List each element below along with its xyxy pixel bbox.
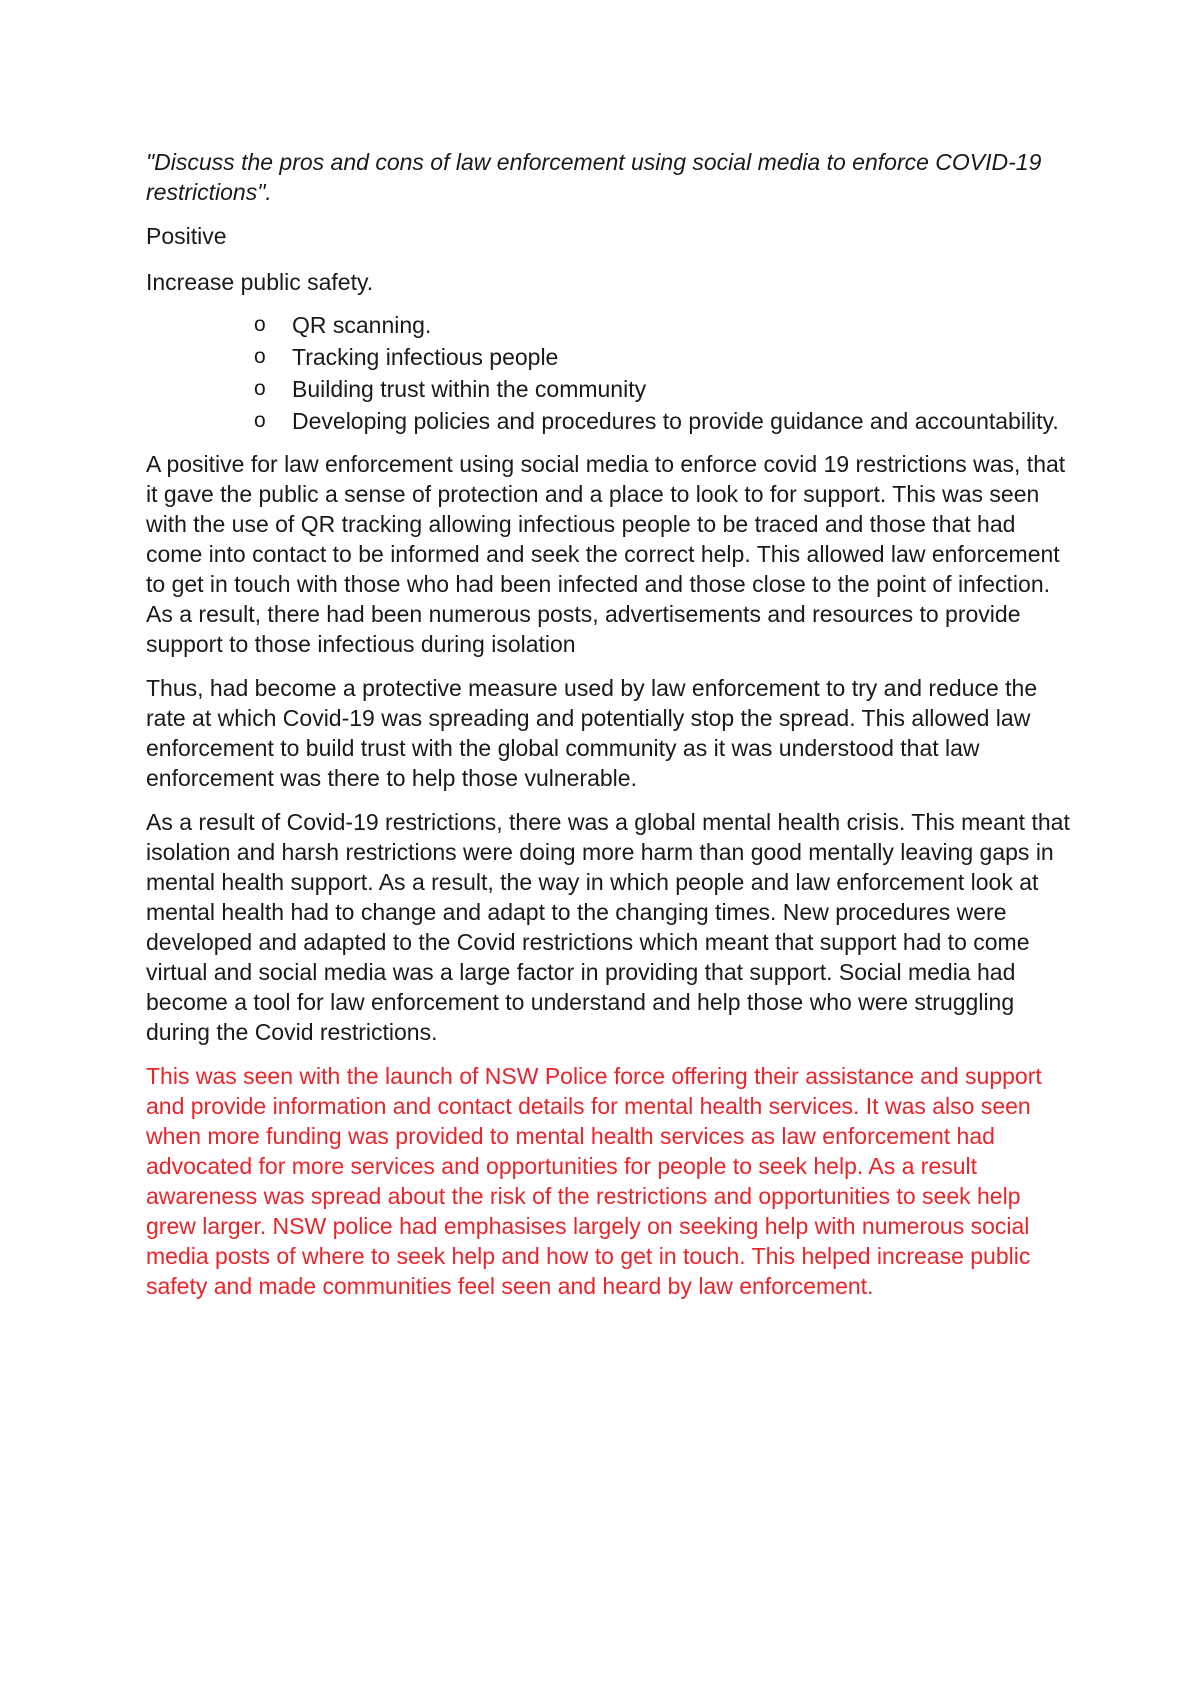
list-item-text: Developing policies and procedures to provide guidance and accountability. — [292, 408, 1059, 434]
body-paragraph: Thus, had become a protective measure used by law enforcement to try and reduce the rate at which Covid-19 was spreading and potentially stop the spread. This allowed law enforcement to build trust with the global community as it was understood that law enforcement was there to help those vulnerable. — [146, 675, 1038, 791]
bullet-list — [146, 309, 1076, 437]
bullet-marker: o — [254, 377, 266, 400]
list-item-text: Tracking infectious people — [292, 344, 559, 370]
list-item — [146, 341, 1076, 373]
body-paragraph: A positive for law enforcement using social media to enforce covid 19 restrictions was, that it gave the public a sense of protection and a place to look to for support. This was seen with the use of QR tracking allowing infectious people to be traced and those that had come into contact to be informed and seek the correct help. This allowed law enforcement to get in touch with those who had been infected and those close to the point of infection. As a result, there had been numerous posts, advertisements and resources to provide support to those infectious during isolation — [146, 451, 1066, 657]
section-heading: Positive — [146, 223, 227, 249]
bullet-marker: o — [254, 345, 266, 368]
list-item — [146, 405, 1076, 437]
list-item-text: QR scanning. — [292, 312, 432, 338]
bullet-marker: o — [254, 313, 266, 336]
highlighted-paragraph: This was seen with the launch of NSW Police force offering their assistance and support and provide information and contact details for mental health services. It was also seen when more funding was provided to mental health services as law enforcement had advocated for more services and opportunities for people to seek help. As a result awareness was spread about the risk of the restrictions and opportunities to seek help grew larger. NSW police had emphasises largely on seeking help with numerous social media posts of where to seek help and how to get in touch. This helped increase public safety and made communities feel seen and heard by law enforcement. — [146, 1063, 1042, 1299]
list-item-text: Building trust within the community — [292, 376, 647, 402]
list-item — [146, 309, 1076, 341]
list-item — [146, 373, 1076, 405]
essay-question: "Discuss the pros and cons of law enforcement using social media to enforce COVID-19 restrictions". — [146, 149, 1042, 205]
document-body — [146, 147, 1076, 1315]
subheading: Increase public safety. — [146, 269, 374, 295]
bullet-marker: o — [254, 409, 266, 432]
body-paragraph: As a result of Covid-19 restrictions, there was a global mental health crisis. This meant that isolation and harsh restrictions were doing more harm than good mentally leaving gaps in mental health support. As a result, the way in which people and law enforcement look at mental health had to change and adapt to the changing times. New procedures were developed and adapted to the Covid restrictions which meant that support had to come virtual and social media was a large factor in providing that support. Social media had become a tool for law enforcement to understand and help those who were struggling during the Covid restrictions. — [146, 809, 1070, 1045]
